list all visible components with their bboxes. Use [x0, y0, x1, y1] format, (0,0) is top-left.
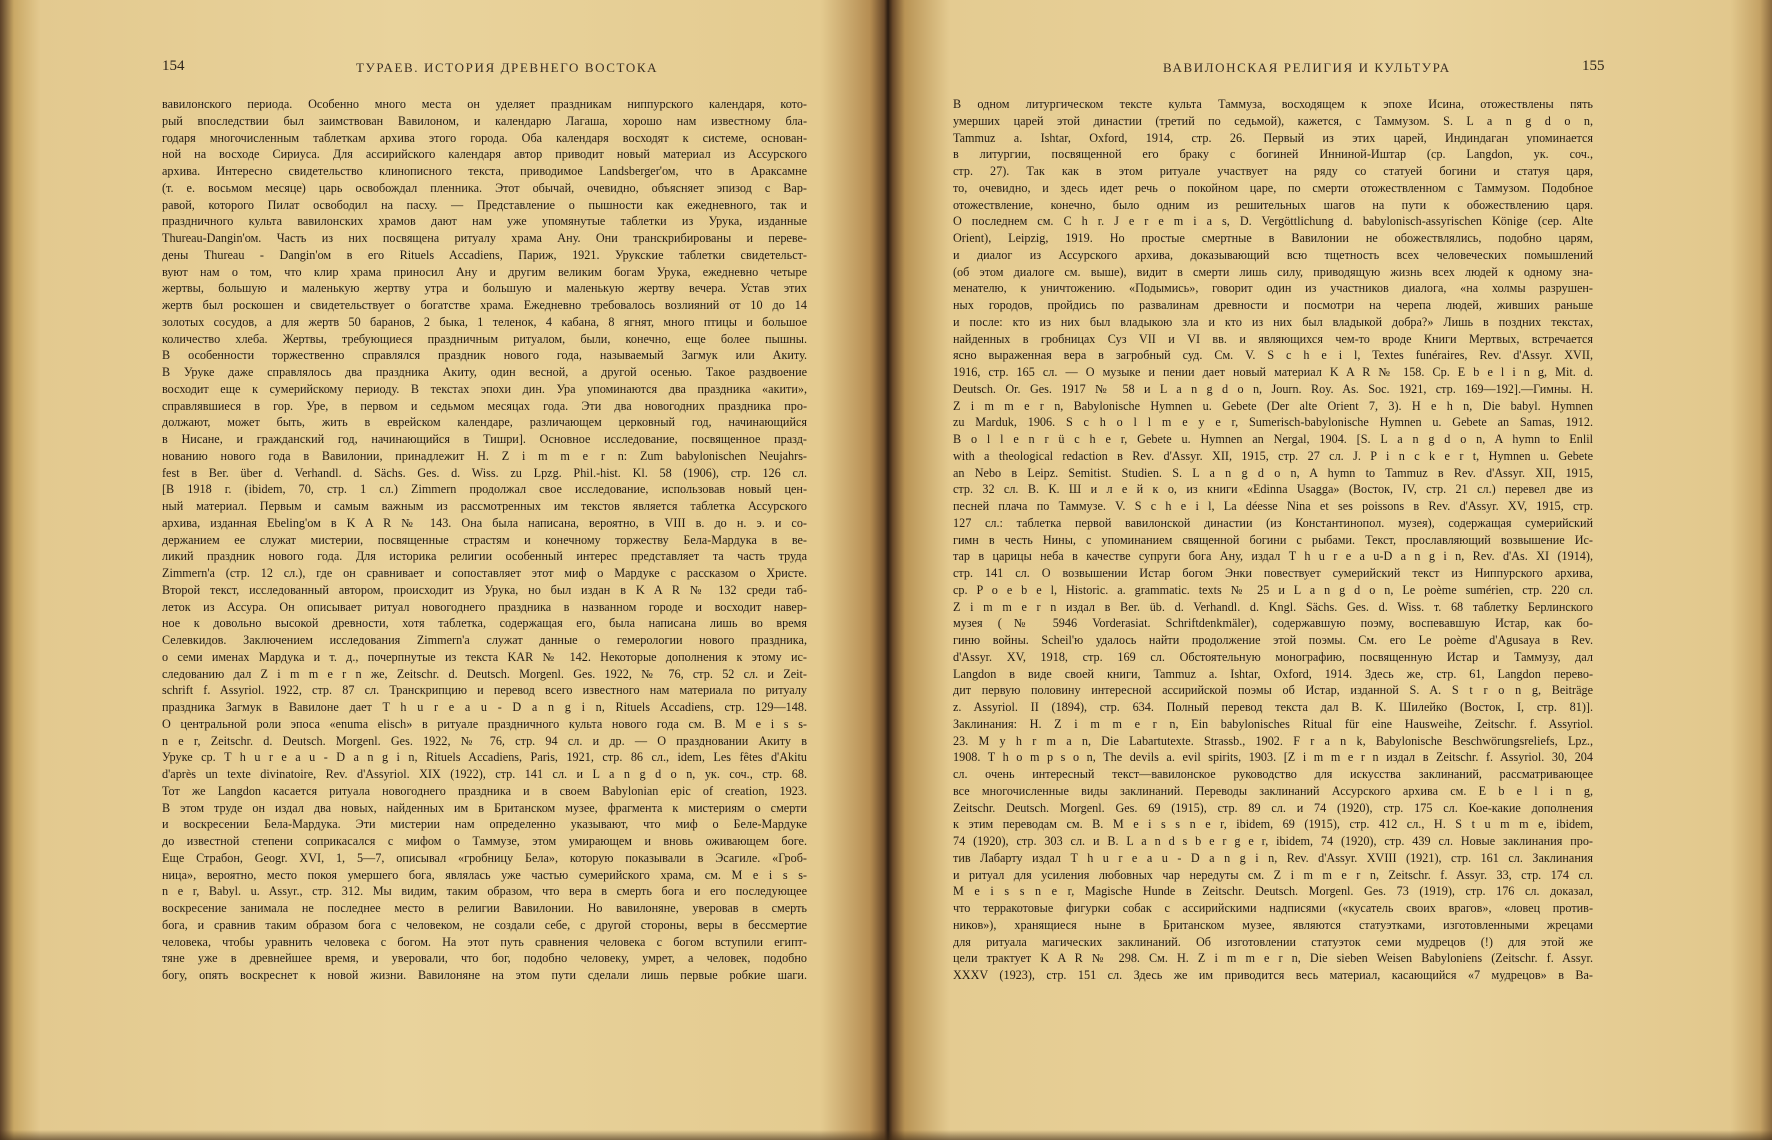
text-line: ликий праздник нового года. Для историка религии особенный интерес представляет та часть труда — [162, 549, 807, 564]
text-line: дит первую половину интересной ассирийской поэмы об Истар, изданной S. A. S t r o n g, Beiträge — [953, 683, 1593, 698]
page-number: 154 — [162, 58, 185, 74]
text-line: вуют нам о том, что клир храма приносил Ану и другим великим богам Урука, ежедневно четыре — [162, 264, 807, 279]
text-line: ников»), хранящиеся ныне в Британском музее, являются статуэтками, изготовленными жрецами — [953, 917, 1593, 932]
left-page — [0, 0, 884, 1130]
text-line: человека, чтобы уравнить человека с богом. На этот путь сравнения человека с богом вступили египт- — [162, 934, 807, 949]
text-line: стр. 27). Так как в этом ритуале участвует на ряду со статуей богини и статуя царя, — [953, 164, 1593, 178]
text-line: и ритуал для усиления любовных чар нередуты см. Z i m m e r n, Zeitschr. f. Assyr. 33, стр. 174 сл. — [953, 867, 1593, 882]
text-line: отожествление, конечно, было одним из решительных шагов на пути к обожествлению царя. — [953, 197, 1593, 212]
text-line: ное к довольно высокой древности, хотя таблетка, содержащая его, была написана лишь во время — [162, 616, 807, 631]
text-line: дены Thureau - Dangin'ом в его Rituels Accadiens, Париж, 1921. Урукские таблетки свидетельст- — [162, 247, 807, 262]
page-number: 155 — [1582, 58, 1605, 74]
text-line: ср. P o e b e l, Historic. a. grammatic. texts № 25 и L a n g d o n, Le poème sumérien, стр. 220 сл. — [953, 582, 1593, 597]
page-body — [953, 96, 1593, 984]
text-line: все многочисленные виды заклинаний. Переводы заклинаний Ассурского архива см. E b e l i n g, — [953, 783, 1593, 798]
text-line: архива. Интересно свидетельство клинописного текста, приводимое Landsberger'ом, что в Араксамне — [162, 164, 807, 178]
text-line: количество хлеба. Жертвы, требующиеся праздничным ритуалом, были, конечно, еще более пышны. — [162, 331, 807, 346]
text-line: Thureau-Dangin'ом. Часть из них посвящена ритуалу храма Ану. Они транскрибированы и переве- — [162, 231, 807, 245]
text-line: B o l l e n r ü c h e r, Gebete u. Hymnen an Nergal, 1904. [S. L a n g d o n, A hymn to Enlil — [953, 432, 1593, 446]
text-line: M e i s s n e r, Magische Hunde в Zeitschr. Deutsch. Morgenl. Ges. 73 (1919), стр. 176 сл. доказал, — [953, 884, 1593, 899]
text-line: Z i m m e r n издал в Ber. üb. d. Verhandl. d. Kngl. Sächs. Ges. d. Wiss. т. 68 таблетку Берлинского — [953, 599, 1593, 614]
text-line: найденных в гробницах Суз VII и VI вв. и являющихся чем-то вроде Книги Мертвых, встречается — [953, 331, 1593, 346]
text-line: an Nebo в Leipz. Semitist. Studien. S. L a n g d o n, A hymn to Tammuz в Rev. d'Assyr. XII, 1915, — [953, 465, 1593, 480]
text-line: сл. очень интересный текст—вавилонское руководство для искусства заклинаний, рассматривающее — [953, 767, 1593, 781]
text-line: песней плача по Таммузе. V. S c h e i l, La déesse Nina et ses poissons в Rev. d'Assyr. XV, 1915, стр. — [953, 499, 1593, 513]
text-line: жертв был роскошен и свидетельствует о богатстве храма. Ежедневно требовалось возлияний от 10 до 14 — [162, 298, 807, 312]
text-line: нованию нового года в Вавилонии, принадлежит H. Z i m m e r n: Zum babylonischen Neujahrs- — [162, 448, 807, 463]
text-line: вавилонского периода. Особенно много места он уделяет праздникам ниппурского календаря, кото- — [162, 97, 807, 111]
text-line: тив Лабарту издал T h u r e a u - D a n g i n, Rev. d'Assyr. XVIII (1921), стр. 161 сл. Заклинания — [953, 850, 1593, 865]
text-line: with a theological redaction в Rev. d'Assyr. XII, 1915, стр. 27 сл. J. P i n c k e r t, Hymnen u. Gebete — [953, 448, 1593, 463]
text-line: n e r, Babyl. u. Assyr., стр. 312. Мы видим, таким образом, что вера в смерть бога и его последующее — [162, 884, 807, 899]
text-line: праздничного культа вавилонских храмов дают нам уже упомянутые таблетки из Урука, изданные — [162, 214, 807, 229]
text-line: должают, может быть, жить в еврейском календаре, различающем церковный год, начинающийся — [162, 415, 807, 430]
text-line: Селевкидов. Заключением исследования Zimmern'а служат данные о гемерологии нового праздника, — [162, 633, 807, 647]
text-line: и диалог из Ассурского архива, доказывающий всю тщетность всех человеческих помышлений — [953, 247, 1593, 262]
text-line: 23. M y h r m a n, Die Labartutexte. Strassb., 1902. F r a n k, Babylonische Beschwörungsreliefs, Lpz., — [953, 733, 1593, 748]
text-line: О последнем см. C h r. J e r e m i a s, D. Vergöttlichung d. babylonisch-assyrischen Könige (сер. Alte — [953, 214, 1593, 229]
text-line: в Нисане, и гражданский год, начинающийся в Тишри]. Основное исследование, посвященное празд- — [162, 432, 807, 446]
text-line: менателю, к уничтожению. «Подымись», говорит один из участников диалога, «на холмы разрушен- — [953, 281, 1593, 296]
text-line: гиню войны. Scheil'ю удалось найти продолжение этой поэмы. См. его Le poème d'Agusaya в Rev. — [953, 633, 1593, 647]
text-line: ной на восходе Сириуса. Для ассирийского календаря автор приводит новый материал из Ассурского — [162, 147, 807, 162]
text-line: стр. 141 сл. О возвышении Истар богом Энки повествует сумерийский текст из Ниппурского архива, — [953, 566, 1593, 580]
text-line: то, очевидно, и здесь идет речь о покойном царе, по смерти отожествленном с Таммузом. Подобное — [953, 180, 1593, 195]
text-line: леток из Ассура. Он описывает ритуал новогоднего праздника в названном городе и восходит навер- — [162, 599, 807, 614]
text-line: d'après un texte divinatoire, Rev. d'Assyriol. XIX (1922), стр. 141 сл. и L a n g d o n, ук. соч., стр. 68. — [162, 767, 807, 781]
text-line: О центральной роли эпоса «enuma elisch» в ритуале праздничного культа нового года см. B. M e i s s- — [162, 716, 807, 731]
text-line: В одном литургическом тексте культа Таммуза, восходящем к эпохе Исина, отожествлены пять — [953, 97, 1593, 111]
text-line: праздника Загмук в Вавилоне дает T h u r e a u - D a n g i n, Rituels Accadiens, стр. 129—148. — [162, 700, 807, 714]
text-line: Zeitschr. Deutsch. Morgenl. Ges. 69 (1915), стр. 89 сл. и 74 (1920), стр. 175 сл. Кое-какие дополнения — [953, 800, 1593, 815]
text-line: справлявшиеся в гор. Уре, в первом и седьмом месяцах года. Эти два новогодних праздника про- — [162, 398, 807, 413]
text-line: рый впоследствии был заимствован Вавилоном, и календарю Лагаша, хорошо нам известному бла- — [162, 113, 807, 128]
text-line: Orient), Leipzig, 1919. Но простые смертные в Вавилонии не обожествлялись, подобно царям, — [953, 231, 1593, 245]
text-line: Еще Страбон, Geogr. XVI, 1, 5—7, описывал «гробницу Бела», которую показывали в Эсагиле. «Гроб- — [162, 850, 807, 865]
text-line: d'Assyr. XV, 1918, стр. 169 сл. Обстоятельную монографию, посвященную Истар и Таммузу, дал — [953, 649, 1593, 664]
text-line: богу, опять воскреснет к новой жизни. Вавилоняне на этом пути сделали лишь первые робкие шаги. — [162, 968, 807, 982]
text-line: (об этом диалоге см. выше), видит в смерти лишь силу, приводящую жизнь всех людей к одному зна- — [953, 264, 1593, 279]
text-line: Уруке ср. T h u r e a u - D a n g i n, Rituels Accadiens, Paris, 1921, стр. 86 сл., idem, Les fêtes d'Akitu — [162, 750, 807, 765]
text-line: Tammuz a. Ishtar, Oxford, 1914, стр. 26. Первый из этих царей, Индиндаган упоминается — [953, 130, 1593, 145]
text-line: В Уруке даже справлялось два праздника Акиту, один весной, а другой осенью. Такое раздвоение — [162, 365, 807, 379]
text-line: n e r, Zeitschr. d. Deutsch. Morgenl. Ges. 1922, № 76, стр. 94 сл. и др. — О праздновании Акиту в — [162, 733, 807, 748]
text-line: цели трактует K A R № 298. См. H. Z i m m e r n, Die sieben Weisen Babyloniens (Zeitschr. f. Assyr. — [953, 951, 1593, 966]
text-line: Deutsch. Or. Ges. 1917 № 58 и L a n g d o n, Journ. Roy. As. Soc. 1921, стр. 169—192].—Гимны. H. — [953, 381, 1593, 396]
text-line: в литургии, посвященной его браку с богиней Инниной-Иштар (ср. Langdon, ук. соч., — [953, 147, 1593, 162]
text-line: z. Assyriol. II (1894), стр. 634. Полный перевод текста дал В. К. Шилейко (Восток, I, стр. 81)]. — [953, 700, 1593, 714]
text-line: В этом труде он издал два новых, найденных им в Британском музее, фрагмента к мистериям о смерти — [162, 800, 807, 815]
right-page — [893, 0, 1772, 1130]
text-line: архива, изданная Ebeling'ом в K A R № 143. Она была написана, вероятно, в VIII в. до н. э. и со- — [162, 515, 807, 530]
text-line: XXXV (1923), стр. 151 сл. Здесь же им приводится весь материал, касающийся «7 мудрецов» в Ва- — [953, 968, 1593, 982]
text-line: бога, и сравнив таким образом бога с человеком, не создали себе, с другой стороны, веры в бессмертие — [162, 917, 807, 932]
text-line: музея (№ 5946 Vorderasiat. Schriftdenkmäler), содержавшую поэму, воспевавшую Истар, как бо- — [953, 616, 1593, 631]
text-line: жертвы, большую и маленькую жертву утра и большую и маленькую жертву вечера. Устав этих — [162, 281, 807, 296]
text-line: до известной степени соприкасался с мифом о Таммузе, этом умирающем и вновь оживающем боге. — [162, 834, 807, 848]
text-line: zu Marduk, 1906. S c h o l l m e y e r, Sumerisch-babylonische Hymnen u. Gebete an Samas, 1912. — [953, 415, 1593, 430]
running-head: ТУРАЕВ. ИСТОРИЯ ДРЕВНЕГО ВОСТОКА — [356, 60, 659, 75]
text-line: Zimmern'а (стр. 12 сл.), где он сравнивает и сопоставляет этот миф о Мардуке с рассказом о Христе. — [162, 566, 807, 580]
text-line: к этим переводам см. B. M e i s s n e r, ibidem, 69 (1915), стр. 412 сл., H. S t u m m e, ibidem, — [953, 817, 1593, 832]
text-line: для ритуала магических заклинаний. Об изготовлении статуэток семи мудрецов (!) для этой же — [953, 934, 1593, 949]
running-head: ВАВИЛОНСКАЯ РЕЛИГИЯ И КУЛЬТУРА — [1163, 60, 1451, 75]
page-edge — [0, 1130, 1772, 1140]
text-line: Заклинания: H. Z i m m e r n, Ein babylonisches Ritual für eine Hausweihe, Zeitschr. f. Assyriol. — [953, 716, 1593, 731]
text-line: 1916, стр. 165 сл. — О музыке и пении дает новый материал K A R № 158. Ср. E b e l i n g, Mit. d. — [953, 365, 1593, 379]
text-line: schrift f. Assyriol. 1922, стр. 87 сл. Транскрипцию и перевод всего известного нам материала по ритуалу — [162, 683, 807, 698]
text-line: о семи именах Мардука и т. д., почерпнутые из текста KAR № 142. Некоторые дополнения к этому ис- — [162, 649, 807, 664]
text-line: равой, которого Пилат освободил на пасху. — Представление о пышности как ежедневного, так и — [162, 197, 807, 212]
text-line: (т. е. восьмом месяце) царь освобождал пленника. Этот обычай, очевидно, объясняет эпизод с Вар- — [162, 180, 807, 195]
text-line: ный материал. Первым и самым важным из рассмотренных им текстов является таблетка Ассурского — [162, 499, 807, 513]
text-line: fest в Ber. über d. Verhandl. d. Sächs. Ges. d. Wiss. zu Lpzg. Phil.-hist. Kl. 58 (1906), стр. 126 сл. — [162, 465, 807, 480]
text-line: следованию дал Z i m m e r n же, Zeitschr. d. Deutsch. Morgenl. Ges. 1922, № 76, стр. 52 сл. и Zeit- — [162, 666, 807, 681]
text-line: тар в царицы неба в качестве супруги бога Ану, издал T h u r e a u-D a n g i n, Rev. d'As. XI (1914), — [953, 549, 1593, 564]
text-line: Z i m m e r n, Babylonische Hymnen u. Gebete (Der alte Orient 7, 3). H e h n, Die babyl. Hymnen — [953, 398, 1593, 413]
text-line: Langdon в виде своей книги, Tammuz a. Ishtar, Oxford, 1914. Здесь же, стр. 61, Langdon перево- — [953, 666, 1593, 681]
text-line: Тот же Langdon касается ритуала новогоднего праздника и в своем Babylonian epic of creation, 1923. — [162, 783, 807, 798]
text-line: гимн в честь Нины, с упоминанием священной богини с рыбами. Текст, прославляющий возвышение Ис- — [953, 532, 1593, 547]
text-line: восходит еще к сумерийскому периоду. В текстах эпохи дин. Ура упоминаются два праздника «акити», — [162, 381, 807, 396]
text-line: годаря многочисленным таблеткам архива этого города. Оба календаря восходят к системе, основан- — [162, 130, 807, 145]
text-line: 1908. T h o m p s o n, The devils a. evil spirits, 1903. [Z i m m e r n издал в Zeitschr. f. Assyriol. 30, 204 — [953, 750, 1593, 765]
text-line: [В 1918 г. (ibidem, 70, стр. 1 сл.) Zimmern продолжал свое исследование, использовав новый цен- — [162, 482, 807, 497]
page-body — [162, 96, 807, 984]
text-line: В особенности торжественно справлялся праздник нового года, называемый Загмук или Акиту. — [162, 348, 807, 363]
text-line: Второй текст, исследованный автором, происходит из Урука, но был издан в K A R № 132 среди таб- — [162, 582, 807, 597]
text-line: тяне уже в древнейшее время, и уверовали, что бог, подобно человеку, умрет, а человек, подобно — [162, 951, 807, 966]
text-line: ница», вероятно, место покоя умершего бога, являлась уже частью сумерийского храма, см. M e i s s- — [162, 867, 807, 882]
text-line: умерших царей этой династии (третий по седьмой), кажется, с Таммузом. S. L a n g d o n, — [953, 113, 1593, 128]
text-line: 127 сл.: таблетка первой вавилонской династии (из Константинопол. музея), содержащая сумерийский — [953, 515, 1593, 530]
text-line: и воскресении Бела-Мардука. Эти мистерии нам определенно указывают, что миф о Беле-Мардуке — [162, 817, 807, 832]
text-line: ных городов, пройдись по развалинам древности и посмотри на черепа людей, живших раньше — [953, 298, 1593, 312]
text-line: и после: кто из них был владыкою зла и кто из них был владыкой добра?» Лишь в поздних текстах, — [953, 314, 1593, 329]
text-line: ясно выраженная вера в загробный суд. См. V. S c h e i l, Textes funéraires, Rev. d'Assyr. XVII, — [953, 348, 1593, 363]
text-line: воскресение занимала не последнее место в религии Вавилонии. Но вавилоняне, уверовав в смерть — [162, 901, 807, 915]
text-line: золотых сосудов, а для жертв 50 баранов, 2 быка, 1 теленок, 4 кабана, 8 ягнят, много птицы и большое — [162, 314, 807, 329]
text-line: стр. 32 сл. В. К. Ш и л е й к о, из книги «Edinna Usagga» (Восток, IV, стр. 21 сл.) перевел две из — [953, 482, 1593, 497]
text-line: что терракотовые фигурки собак с ассирийскими надписями («кусатель своих врагов», «ловец против- — [953, 901, 1593, 915]
text-line: держанием ее служат мистерии, посвященные страстям и конечному торжеству Бела-Мардука в ве- — [162, 532, 807, 547]
text-line: 74 (1920), стр. 303 сл. и B. L a n d s b e r g e r, ibidem, 74 (1920), стр. 439 сл. Новые заклинания про- — [953, 834, 1593, 848]
